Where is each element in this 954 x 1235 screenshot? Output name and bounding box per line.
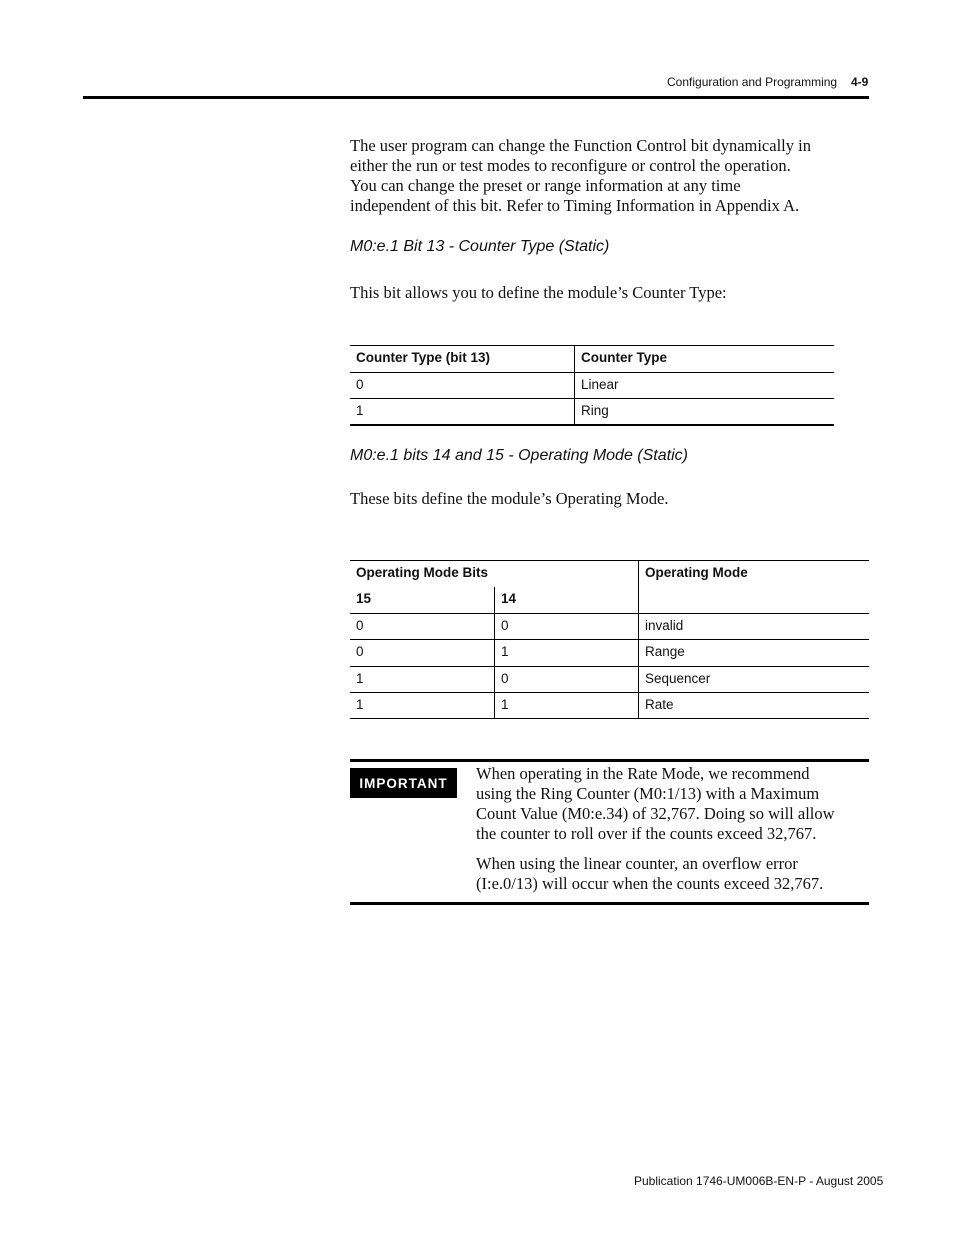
important-paragraph [476, 854, 876, 894]
table-cell: Range [639, 640, 870, 666]
table-row [350, 640, 869, 666]
table-row [350, 692, 869, 718]
table-cell: 0 [495, 614, 639, 640]
column-header: 15 [350, 587, 495, 614]
important-line: using the Ring Counter (M0:1/13) with a Maximum [476, 784, 820, 803]
callout-top-rule [350, 759, 869, 762]
operating-mode-heading: M0:e.1 bits 14 and 15 - Operating Mode (Static) [350, 447, 688, 464]
important-line: When using the linear counter, an overflow error [476, 854, 798, 873]
counter-type-table [350, 345, 834, 426]
table-cell: 0 [350, 640, 495, 666]
table-cell: Ring [575, 399, 835, 426]
table-header-row [350, 561, 869, 588]
table-cell: 1 [495, 640, 639, 666]
table-cell: 0 [350, 372, 575, 399]
table-cell: 1 [495, 692, 639, 718]
important-line: When operating in the Rate Mode, we recommend [476, 764, 810, 783]
table-cell: 1 [350, 692, 495, 718]
table-cell: invalid [639, 614, 870, 640]
table-cell: 1 [350, 666, 495, 692]
important-badge: IMPORTANT [350, 768, 457, 798]
intro-line: You can change the preset or range information at any time [350, 176, 741, 195]
counter-type-description: This bit allows you to define the module’s Counter Type: [350, 283, 727, 302]
callout-bottom-rule [350, 902, 869, 905]
header-section-title: Configuration and Programming [667, 75, 838, 89]
important-paragraph [476, 764, 876, 844]
table-header-row [350, 346, 834, 373]
important-line: the counter to roll over if the counts exceed 32,767. [476, 824, 817, 843]
column-header: Counter Type (bit 13) [350, 346, 575, 373]
table-row [350, 614, 869, 640]
operating-mode-table [350, 560, 869, 719]
table-row [350, 399, 834, 426]
table-row [350, 666, 869, 692]
column-header: Operating Mode [639, 561, 870, 614]
counter-type-heading: M0:e.1 Bit 13 - Counter Type (Static) [350, 238, 610, 255]
intro-line: independent of this bit. Refer to Timing Information in Appendix A. [350, 196, 800, 215]
table-cell: Linear [575, 372, 835, 399]
intro-line: either the run or test modes to reconfigure or control the operation. [350, 156, 791, 175]
header-page-number: 4-9 [851, 75, 869, 89]
intro-paragraph [350, 136, 870, 216]
operating-mode-description: These bits define the module’s Operating Mode. [350, 489, 669, 508]
column-group-header: Operating Mode Bits [350, 561, 639, 588]
column-header: 14 [495, 587, 639, 614]
important-line: Count Value (M0:e.34) of 32,767. Doing so will allow [476, 804, 835, 823]
table-cell: Sequencer [639, 666, 870, 692]
publication-footer: Publication 1746-UM006B-EN-P - August 2005 [634, 1174, 884, 1188]
important-line: (I:e.0/13) will occur when the counts exceed 32,767. [476, 874, 824, 893]
table-cell: 0 [350, 614, 495, 640]
column-header: Counter Type [575, 346, 835, 373]
table-cell: Rate [639, 692, 870, 718]
intro-line: The user program can change the Function Control bit dynamically in [350, 136, 811, 155]
table-row [350, 372, 834, 399]
table-cell: 0 [495, 666, 639, 692]
header-divider [83, 96, 869, 99]
table-cell: 1 [350, 399, 575, 426]
